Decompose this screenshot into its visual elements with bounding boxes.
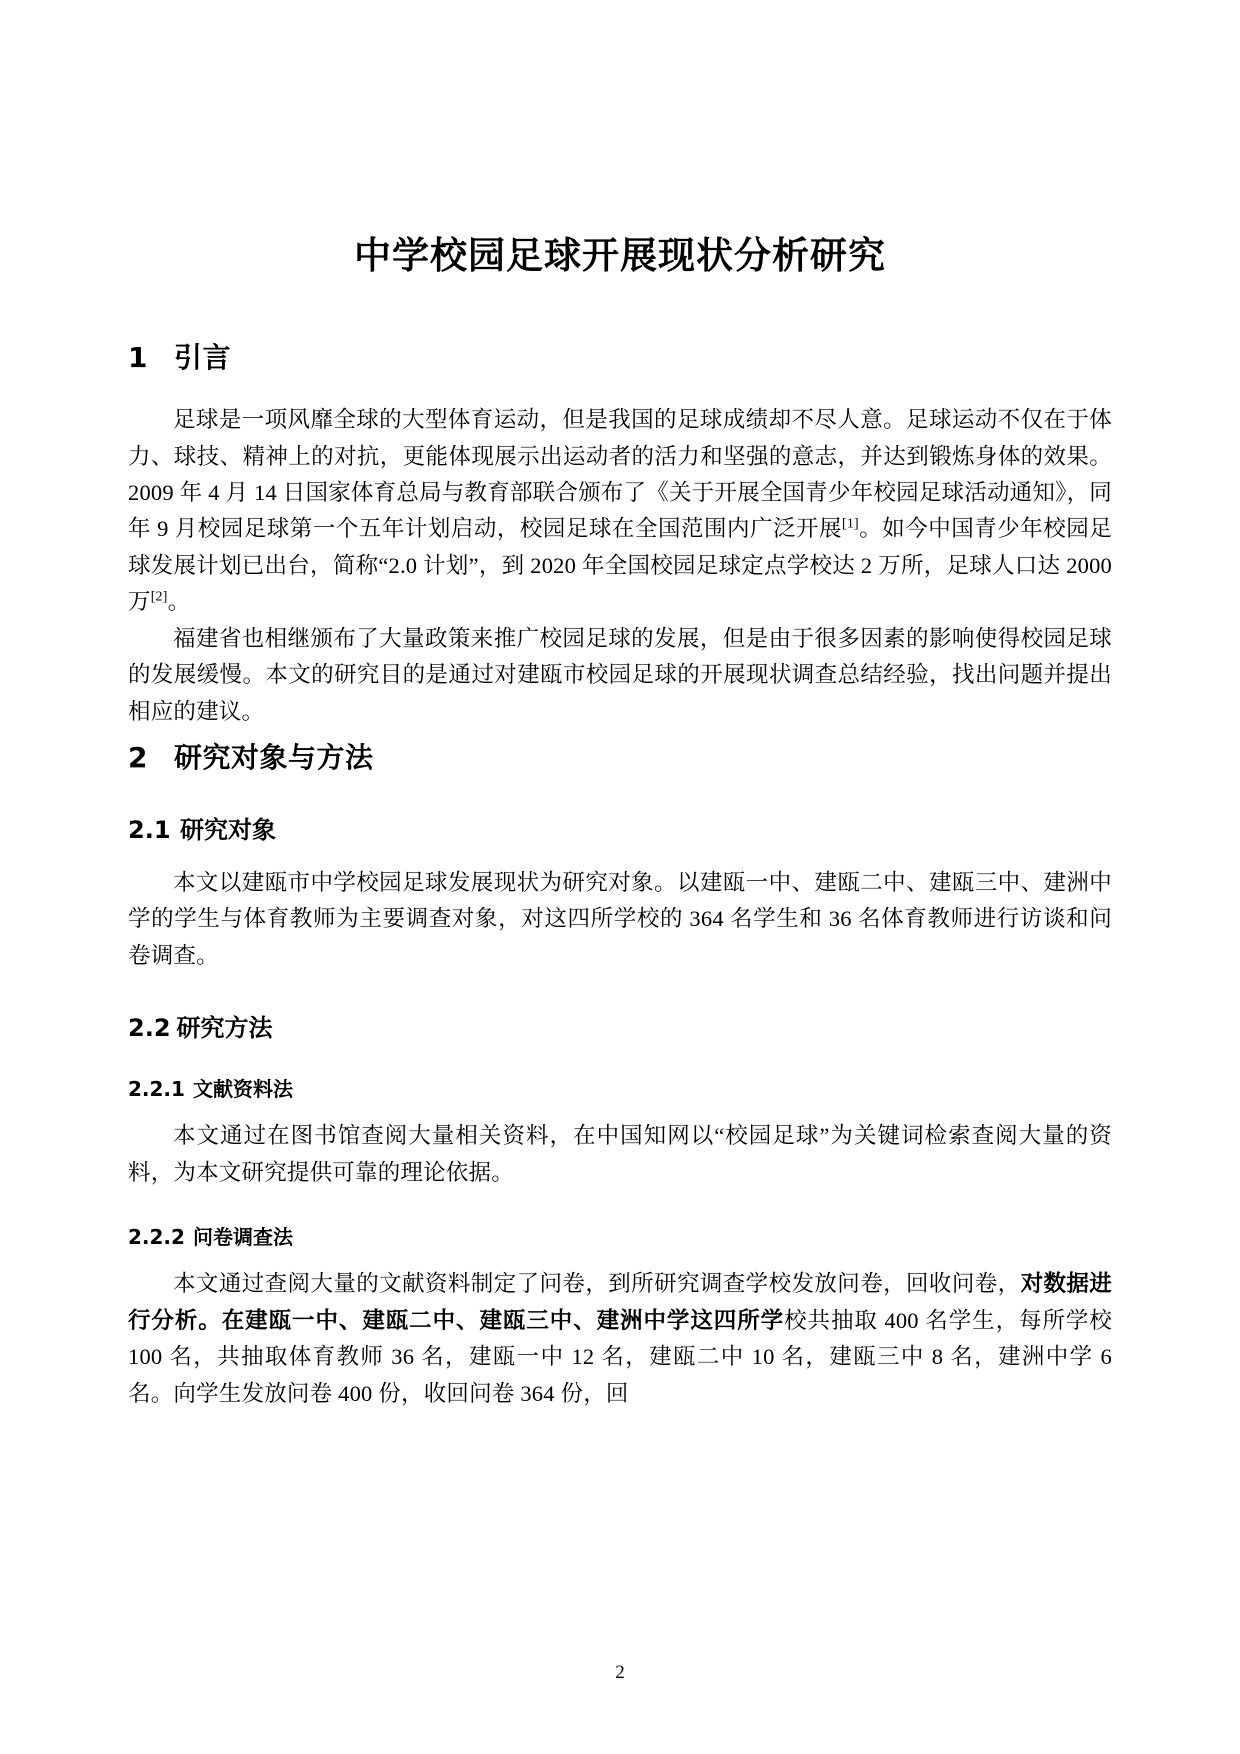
heading-text: 问卷调查法 (192, 1225, 293, 1250)
heading-text: 引言 (174, 341, 232, 375)
heading-number: 2.2 (128, 1014, 171, 1043)
paragraph-text-tail: 校共抽取 400 名学生，每所学校 100 名，共抽取体育教师 36 名，建瓯一中 12 名，建瓯二中 10 名，建瓯三中 8 名，建洲中学 6 名。向学生发放问卷 400 份，收回问卷 364 份，回 (128, 1307, 1113, 1406)
section-research-objects-and-methods (128, 736, 1112, 1412)
paragraph-intro-1 (128, 402, 1112, 621)
heading-2-1-research-object (128, 810, 1112, 845)
heading-2-research (128, 736, 1112, 776)
paragraph-intro-2: 福建省也相继颁布了大量政策来推广校园足球的发展，但是由于很多因素的影响使得校园足球的发展缓慢。本文的研究目的是通过对建瓯市校园足球的开展现状调查总结经验，找出问题并提出相应的建议。 (128, 625, 1112, 724)
heading-text: 研究对象 (180, 816, 276, 845)
paragraph-research-object: 本文以建瓯市中学校园足球发展现状为研究对象。以建瓯一中、建瓯二中、建瓯三中、建洲中学的学生与体育教师为主要调查对象，对这四所学校的 364 名学生和 36 名体育教师进行访谈和问卷调查。 (128, 870, 1112, 968)
heading-number: 1 (128, 341, 148, 375)
heading-2-2-1-literature-method (128, 1073, 1112, 1102)
heading-2-2-2-questionnaire-method (128, 1221, 1112, 1250)
heading-number: 2.1 (128, 816, 171, 845)
paragraph-text: 足球是一项风靡全球的大型体育运动，但是我国的足球成绩却不尽人意。足球运动不仅在于体力、球技、精神上的对抗，更能体现展示出运动者的活力和坚强的意志，并达到锻炼身体的效果。2009 年 4 月 14 日国家体育总局与教育部联合颁布了《关于开展全国青少年校园足球活动通知》，同年 9 月校园足球第一个五年计划启动，校园足球在全国范围内广泛开展 (128, 407, 1112, 542)
paragraph-text-lead: 本文通过查阅大量的文献资料制定了问卷，到所研究调查学校发放问卷，回收问卷， (173, 1271, 1021, 1297)
page-title: 中学校园足球开展现状分析研究 (354, 234, 886, 277)
page-footer-number: 2 (615, 1662, 625, 1683)
paragraph-literature-method: 本文通过在图书馆查阅大量相关资料，在中国知网以“校园足球”为关键词检索查阅大量的资料，为本文研究提供可靠的理论依据。 (128, 1123, 1112, 1185)
heading-text: 文献资料法 (192, 1077, 293, 1102)
heading-1-introduction (128, 336, 1112, 376)
heading-2-2-research-method (128, 1008, 1112, 1043)
heading-number: 2.2.2 (128, 1225, 185, 1250)
heading-text: 研究方法 (176, 1014, 273, 1043)
paragraph-questionnaire-method (128, 1266, 1112, 1412)
reference-marker-1: [1] (842, 516, 859, 532)
paragraph-text-end: 。 (167, 589, 191, 615)
heading-text: 研究对象与方法 (174, 741, 374, 775)
heading-number: 2 (128, 741, 148, 775)
heading-number: 2.2.1 (128, 1077, 185, 1102)
section-introduction (128, 336, 1112, 730)
reference-marker-2: [2] (150, 589, 168, 605)
paragraph-text-continued: 。如今中国青少年校园足球发展计划已出台，简称“2.0 计划”，到 2020 年全国校园足球定点学校达 2 万所，足球人口达 2000 万 (128, 516, 1113, 615)
paragraph-text-bold: 对数据进行分析。在建瓯一中、建瓯二中、建瓯三中、建洲中学这四所学 (128, 1271, 1112, 1333)
